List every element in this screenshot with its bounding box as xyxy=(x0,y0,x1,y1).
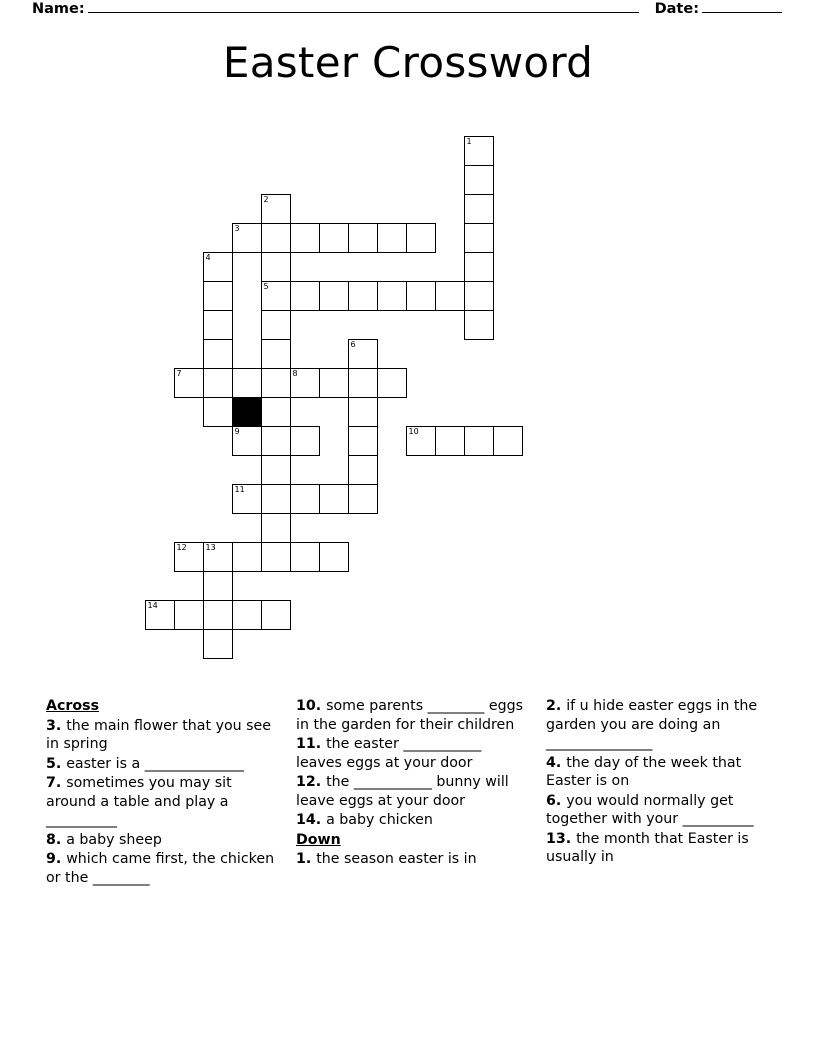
grid-cell[interactable] xyxy=(232,426,262,456)
clue-item-across xyxy=(296,811,526,830)
grid-cell-number: 11 xyxy=(234,485,245,494)
clue-text: some parents ________ eggs in the garden for their children xyxy=(296,698,524,733)
grid-cell-number: 14 xyxy=(147,601,158,610)
grid-cell[interactable] xyxy=(319,223,349,253)
clue-number: 7. xyxy=(46,775,67,791)
grid-cell[interactable] xyxy=(319,368,349,398)
clues-section xyxy=(46,697,776,927)
grid-cell[interactable] xyxy=(261,310,291,340)
clue-number: 12. xyxy=(296,774,327,790)
clue-item-down xyxy=(546,830,776,867)
grid-cell-number: 5 xyxy=(263,282,269,291)
grid-cell[interactable] xyxy=(493,426,523,456)
clue-text: the easter ___________ leaves eggs at your door xyxy=(296,736,482,771)
clue-item-across xyxy=(46,774,276,830)
clue-text: easter is a ______________ xyxy=(66,755,245,772)
grid-cell[interactable] xyxy=(232,223,262,253)
grid-cell[interactable] xyxy=(290,223,320,253)
grid-cell[interactable] xyxy=(290,542,320,572)
clue-item-across xyxy=(46,717,276,754)
grid-cell[interactable] xyxy=(261,223,291,253)
clue-number: 8. xyxy=(46,831,67,848)
grid-cell[interactable] xyxy=(319,542,349,572)
grid-cell[interactable] xyxy=(464,223,494,253)
grid-cell[interactable] xyxy=(145,600,175,630)
grid-cell-number: 3 xyxy=(234,224,240,233)
grid-cell[interactable] xyxy=(290,426,320,456)
grid-cell[interactable] xyxy=(464,281,494,311)
clue-number: 4. xyxy=(546,754,567,771)
clue-text: a baby chicken xyxy=(326,812,433,828)
clue-item-down xyxy=(546,792,776,829)
grid-cell-number: 2 xyxy=(263,195,269,204)
grid-cell[interactable] xyxy=(174,600,204,630)
clue-number: 6. xyxy=(546,792,567,809)
grid-cell[interactable] xyxy=(406,426,436,456)
grid-cell[interactable] xyxy=(290,368,320,398)
grid-cell[interactable] xyxy=(261,513,291,543)
grid-cell[interactable] xyxy=(319,281,349,311)
grid-cell[interactable] xyxy=(261,194,291,224)
clue-number: 11. xyxy=(296,736,327,752)
grid-cell[interactable] xyxy=(348,455,378,485)
clue-item-across xyxy=(46,850,276,887)
grid-cell[interactable] xyxy=(435,281,465,311)
clue-text: the main flower that you see in spring xyxy=(46,717,271,752)
name-label: Name: xyxy=(32,1,85,17)
grid-cell[interactable] xyxy=(203,629,233,659)
grid-cell[interactable] xyxy=(348,223,378,253)
grid-cell-number: 8 xyxy=(292,369,298,378)
grid-cell[interactable] xyxy=(203,281,233,311)
grid-cell[interactable] xyxy=(406,281,436,311)
clue-number: 9. xyxy=(46,851,67,867)
grid-cell[interactable] xyxy=(319,484,349,514)
grid-cell[interactable] xyxy=(261,339,291,369)
clue-number: 13. xyxy=(546,830,577,847)
grid-cell[interactable] xyxy=(261,455,291,485)
grid-cell-number: 4 xyxy=(205,253,211,262)
grid-cell[interactable] xyxy=(203,571,233,601)
page-title: Easter Crossword xyxy=(222,38,594,87)
grid-cell-number: 6 xyxy=(350,340,356,349)
clue-number: 14. xyxy=(296,812,327,828)
clue-text: the month that Easter is usually in xyxy=(546,830,749,865)
clue-text: the season easter is in xyxy=(316,851,477,867)
grid-cell[interactable] xyxy=(464,194,494,224)
grid-cell[interactable] xyxy=(232,484,262,514)
clue-text: a baby sheep xyxy=(66,831,162,848)
grid-cell[interactable] xyxy=(261,252,291,282)
grid-cell[interactable] xyxy=(203,368,233,398)
clue-text: you would normally get together with your __________ xyxy=(546,792,754,827)
grid-cell[interactable] xyxy=(348,368,378,398)
grid-cell[interactable] xyxy=(261,281,291,311)
clue-item-across xyxy=(296,697,526,734)
clue-number: 3. xyxy=(46,717,67,734)
grid-cell[interactable] xyxy=(406,223,436,253)
grid-cell[interactable] xyxy=(377,223,407,253)
grid-cell[interactable] xyxy=(203,542,233,572)
grid-cell[interactable] xyxy=(261,368,291,398)
clue-text: the ___________ bunny will leave eggs at your door xyxy=(296,774,509,809)
clue-item-across xyxy=(46,755,276,774)
grid-cell-number: 10 xyxy=(408,427,419,436)
down-heading: Down xyxy=(296,831,341,848)
grid-cell[interactable] xyxy=(203,397,233,427)
grid-cell[interactable] xyxy=(464,136,494,166)
grid-cell-blocked xyxy=(232,397,262,427)
clue-number: 5. xyxy=(46,755,67,772)
clue-text: if u hide easter eggs in the garden you are doing an _______________ xyxy=(546,698,758,751)
grid-cell[interactable] xyxy=(348,397,378,427)
clue-item-down xyxy=(296,850,526,869)
grid-cell[interactable] xyxy=(232,542,262,572)
grid-cell[interactable] xyxy=(290,281,320,311)
clue-item-across xyxy=(46,831,276,850)
grid-cell-number: 12 xyxy=(176,543,187,552)
grid-cell[interactable] xyxy=(464,310,494,340)
grid-cell[interactable] xyxy=(377,281,407,311)
grid-cell[interactable] xyxy=(377,368,407,398)
grid-cell[interactable] xyxy=(261,600,291,630)
grid-cell[interactable] xyxy=(348,281,378,311)
grid-cell[interactable] xyxy=(232,368,262,398)
grid-cell[interactable] xyxy=(261,542,291,572)
clue-item-across xyxy=(296,773,526,810)
name-date-header xyxy=(32,0,784,24)
grid-cell[interactable] xyxy=(174,368,204,398)
grid-cell[interactable] xyxy=(203,339,233,369)
grid-cell[interactable] xyxy=(435,426,465,456)
grid-cell[interactable] xyxy=(203,310,233,340)
grid-cell[interactable] xyxy=(232,600,262,630)
grid-cell[interactable] xyxy=(261,397,291,427)
grid-cell-number: 1 xyxy=(466,137,472,146)
grid-cell[interactable] xyxy=(464,426,494,456)
clue-number: 10. xyxy=(296,698,327,714)
grid-cell[interactable] xyxy=(348,484,378,514)
grid-cell[interactable] xyxy=(290,484,320,514)
grid-cell[interactable] xyxy=(261,426,291,456)
grid-cell[interactable] xyxy=(174,542,204,572)
clue-text: sometimes you may sit around a table and play a __________ xyxy=(46,775,232,828)
date-write-line[interactable] xyxy=(702,0,782,13)
grid-cell[interactable] xyxy=(203,600,233,630)
crossword-grid[interactable] xyxy=(145,136,565,671)
clue-item-down xyxy=(546,754,776,791)
grid-cell[interactable] xyxy=(203,252,233,282)
date-label: Date: xyxy=(654,1,699,17)
name-write-line[interactable] xyxy=(88,0,639,13)
clue-text: the day of the week that Easter is on xyxy=(546,754,742,789)
grid-cell[interactable] xyxy=(348,339,378,369)
clue-number: 2. xyxy=(546,698,567,714)
across-heading: Across xyxy=(46,698,100,714)
grid-cell[interactable] xyxy=(348,426,378,456)
clue-text: which came first, the chicken or the ________ xyxy=(46,851,275,886)
clue-item-down xyxy=(546,697,776,753)
grid-cell-number: 9 xyxy=(234,427,240,436)
clue-number: 1. xyxy=(296,851,317,867)
grid-cell[interactable] xyxy=(261,484,291,514)
grid-cell[interactable] xyxy=(464,252,494,282)
grid-cell-number: 7 xyxy=(176,369,182,378)
clue-item-across xyxy=(296,735,526,772)
grid-cell-number: 13 xyxy=(205,543,216,552)
grid-cell[interactable] xyxy=(464,165,494,195)
